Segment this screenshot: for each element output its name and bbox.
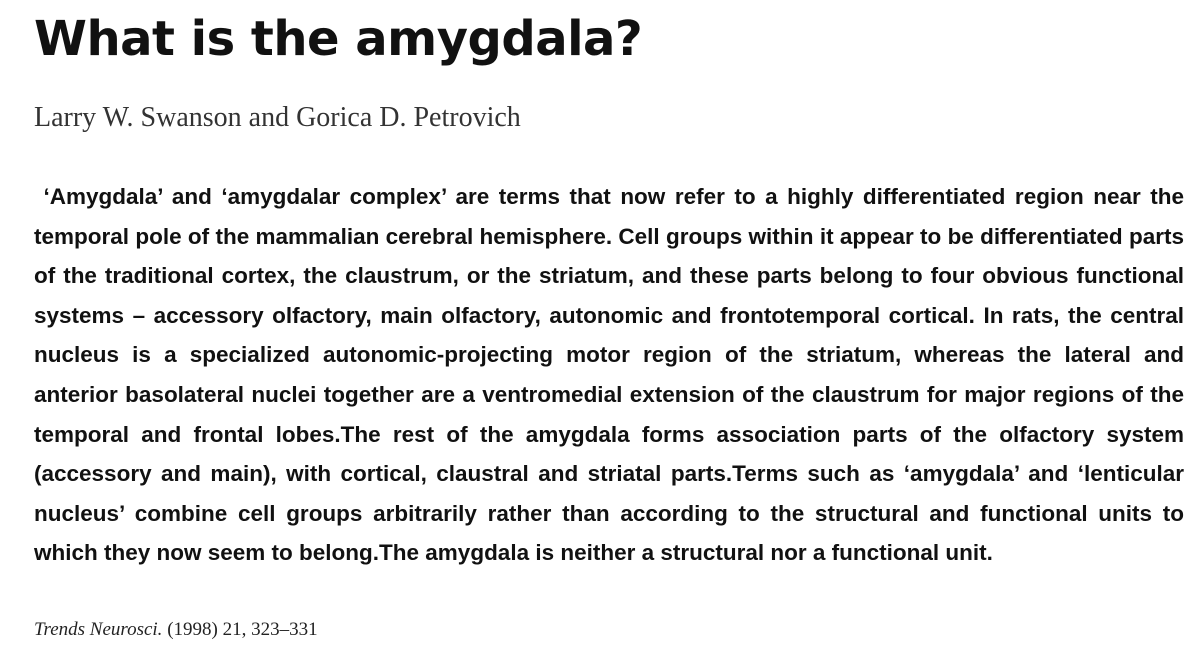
article-citation	[34, 617, 318, 643]
article-abstract: ‘Amygdala’ and ‘amygdalar complex’ are terms that now refer to a highly differentiated region near the temporal pole of the mammalian cerebral hemisphere. Cell groups within it appear to be differentiated parts of the traditional cortex, the claustrum, or the striatum, and these parts belong to four obvious functional systems – accessory olfactory, main olfactory, autonomic and frontotemporal cortical. In rats, the central nucleus is a specialized autonomic-projecting motor region of the striatum, whereas the lateral and anterior basolateral nuclei together are a ventromedial extension of the claustrum for major regions of the temporal and frontal lobes.The rest of the amygdala forms association parts of the olfactory system (accessory and main), with cortical, claustral and striatal parts.Terms such as ‘amygdala’ and ‘lenticular nucleus’ combine cell groups arbitrarily rather than according to the structural and functional units to which they now seem to belong.The amygdala is neither a structural nor a functional unit.	[34, 184, 1184, 566]
article-authors: Larry W. Swanson and Gorica D. Petrovich	[34, 102, 521, 133]
citation-details: (1998) 21, 323–331	[162, 619, 318, 640]
article-title: What is the amygdala?	[34, 11, 643, 67]
citation-journal: Trends Neurosci.	[34, 619, 163, 640]
